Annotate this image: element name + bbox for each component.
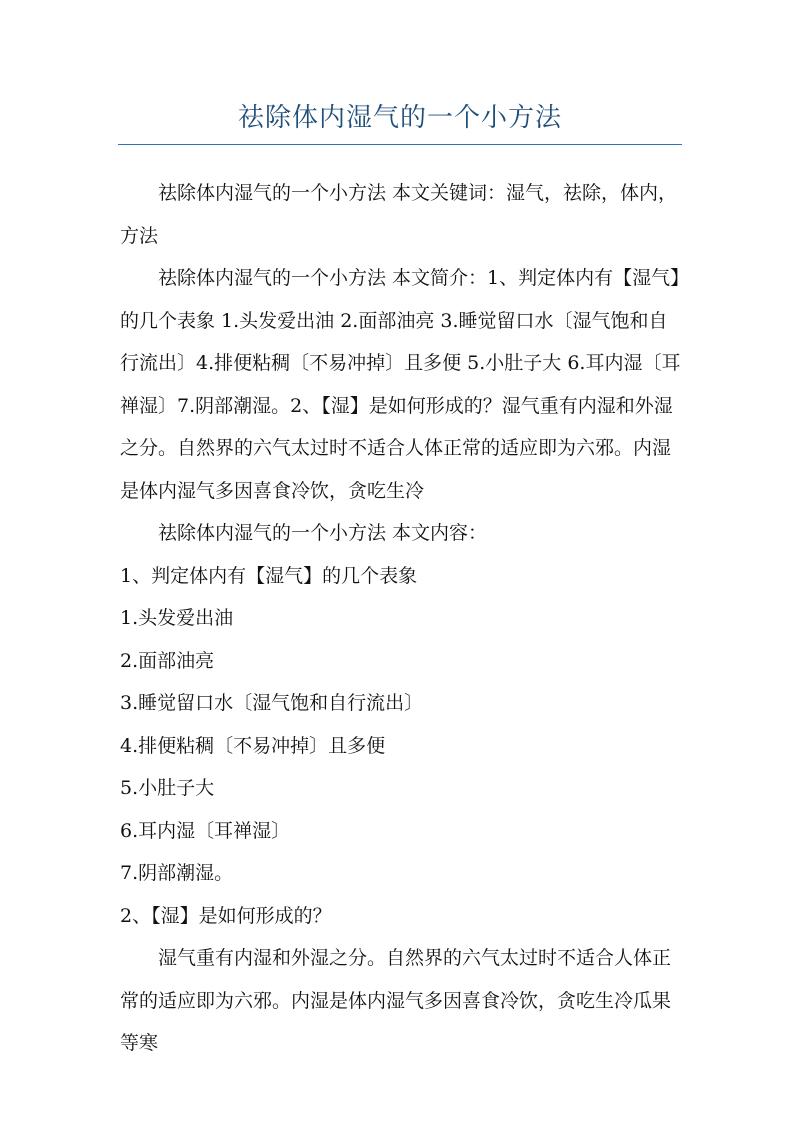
list-item: 2.面部油亮	[120, 649, 215, 672]
title-divider	[118, 144, 682, 145]
list-item: 6.耳内湿〔耳禅湿〕	[120, 819, 291, 842]
section-heading-causes: 2、【湿】是如何形成的？	[120, 904, 332, 927]
list-item: 4.排便粘稠〔不易冲掉〕且多便	[120, 734, 386, 757]
document-title: 祛除体内湿气的一个小方法	[237, 103, 562, 133]
list-item: 7.阴部潮湿。	[120, 862, 234, 884]
section-heading-symptoms: 1、判定体内有【湿气】的几个表象	[120, 564, 418, 587]
document-body	[120, 172, 682, 1065]
list-item: 3.睡觉留口水〔湿气饱和自行流出〕	[120, 692, 424, 714]
keywords-paragraph: 祛除体内湿气的一个小方法 本文关键词：湿气，祛除，体内，方法	[120, 182, 678, 247]
list-item: 5.小肚子大	[120, 777, 215, 799]
content-intro: 祛除体内湿气的一个小方法 本文内容：	[158, 522, 488, 544]
summary-paragraph: 祛除体内湿气的一个小方法 本文简介：1、判定体内有【湿气】的几个表象 1.头发爱出油 2.面部油亮 3.睡觉留口水〔湿气饱和自行流出〕4.排便粘稠〔不易冲掉〕且多便 5.小肚子大 6.耳内湿〔耳禅湿〕7.阴部潮湿。2、【湿】是如何形成的？湿气重有内湿和外湿之分。自然界的六气太过时不适合人体正常的适应即为六邪。内湿是体内湿气多因喜食冷饮，贪吃生冷	[120, 267, 681, 502]
causes-paragraph: 湿气重有内湿和外湿之分。自然界的六气太过时不适合人体正常的适应即为六邪。内湿是体内湿气多因喜食冷饮，贪吃生冷瓜果等寒	[120, 947, 672, 1054]
list-item: 1.头发爱出油	[120, 607, 234, 629]
